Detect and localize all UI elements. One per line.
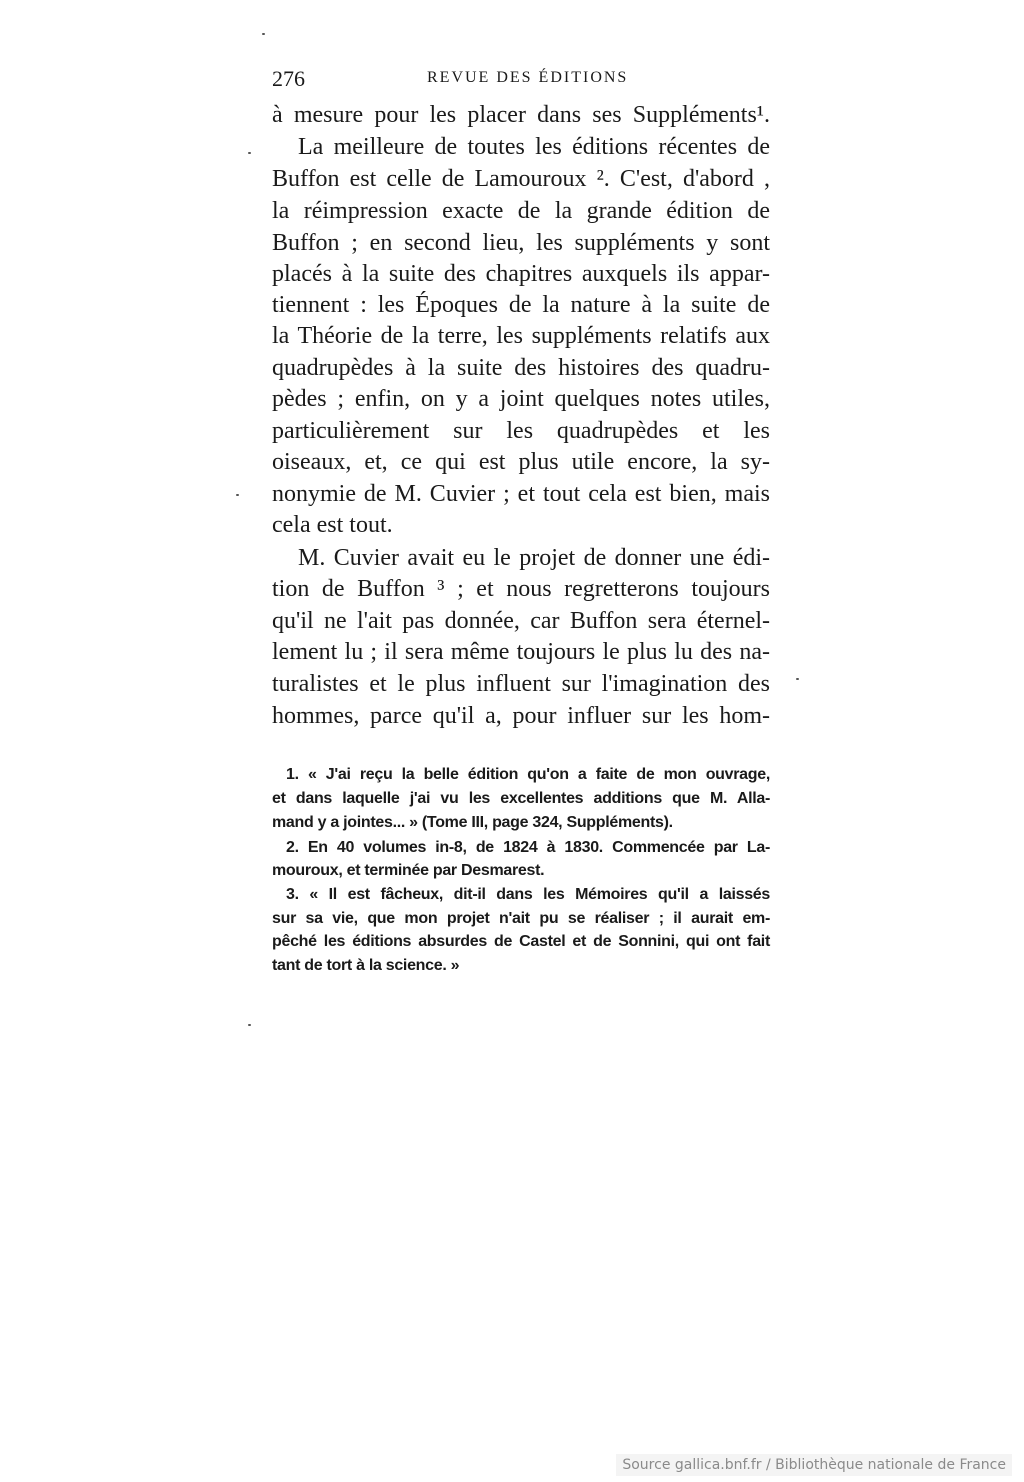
- scan-speck: [262, 33, 265, 35]
- body-line: à mesure pour les placer dans ses Suppléments¹.: [272, 102, 770, 128]
- scan-speck: [236, 494, 239, 496]
- body-line: cela est tout.: [272, 512, 393, 538]
- body-line: placés à la suite des chapitres auxquels ils appar-: [272, 261, 770, 287]
- footnote-line: sur sa vie, que mon projet n'ait pu se réaliser ; il aurait em-: [272, 910, 770, 927]
- body-line: La meilleure de toutes les éditions récentes de: [298, 134, 770, 160]
- source-attribution: Source gallica.bnf.fr / Bibliothèque nationale de France: [616, 1454, 1012, 1476]
- page-header: [272, 66, 772, 96]
- body-line: nonymie de M. Cuvier ; et tout cela est bien, mais: [272, 481, 770, 507]
- footnote-line: tant de tort à la science. »: [272, 957, 460, 974]
- scan-speck: [796, 678, 799, 680]
- scan-speck: [248, 1024, 251, 1026]
- body-line: la Théorie de la terre, les suppléments relatifs aux: [272, 323, 770, 349]
- running-head: REVUE DES ÉDITIONS: [427, 69, 629, 86]
- body-line: M. Cuvier avait eu le projet de donner une édi-: [298, 545, 770, 571]
- body-line: turalistes et le plus influent sur l'imagination des: [272, 671, 770, 697]
- body-line: oiseaux, et, ce qui est plus utile encore, la sy-: [272, 449, 770, 475]
- footnote-line: pêché les éditions absurdes de Castel et de Sonnini, qui ont fait: [272, 933, 770, 950]
- body-line: tiennent : les Époques de la nature à la suite de: [272, 292, 770, 318]
- body-line: qu'il ne l'ait pas donnée, car Buffon sera éternel-: [272, 608, 770, 634]
- footnote-line: 2. En 40 volumes in-8, de 1824 à 1830. Commencée par La-: [286, 839, 770, 856]
- body-line: particulièrement sur les quadrupèdes et les: [272, 418, 770, 444]
- footnote-line: mouroux, et terminée par Desmarest.: [272, 862, 545, 879]
- footnote-line: et dans laquelle j'ai vu les excellentes additions que M. Alla-: [272, 790, 770, 807]
- footnote-line: 1. « J'ai reçu la belle édition qu'on a faite de mon ouvrage,: [286, 766, 770, 783]
- scan-speck: [248, 152, 251, 154]
- body-line: tion de Buffon ³ ; et nous regretterons toujours: [272, 576, 770, 602]
- body-line: hommes, parce qu'il a, pour influer sur les hom-: [272, 703, 770, 729]
- body-line: Buffon ; en second lieu, les suppléments y sont: [272, 230, 770, 256]
- body-line: lement lu ; il sera même toujours le plus lu des na-: [272, 639, 770, 665]
- body-line: quadrupèdes à la suite des histoires des quadru-: [272, 355, 770, 381]
- body-line: Buffon est celle de Lamouroux ². C'est, d'abord ,: [272, 166, 770, 192]
- body-line: la réimpression exacte de la grande édition de: [272, 198, 770, 224]
- footnote-line: 3. « Il est fâcheux, dit-il dans les Mémoires qu'il a laissés: [286, 886, 770, 903]
- body-line: pèdes ; enfin, on y a joint quelques notes utiles,: [272, 386, 770, 412]
- footnote-line: mand y a jointes... » (Tome III, page 324, Suppléments).: [272, 814, 673, 831]
- page-number: 276: [272, 66, 305, 91]
